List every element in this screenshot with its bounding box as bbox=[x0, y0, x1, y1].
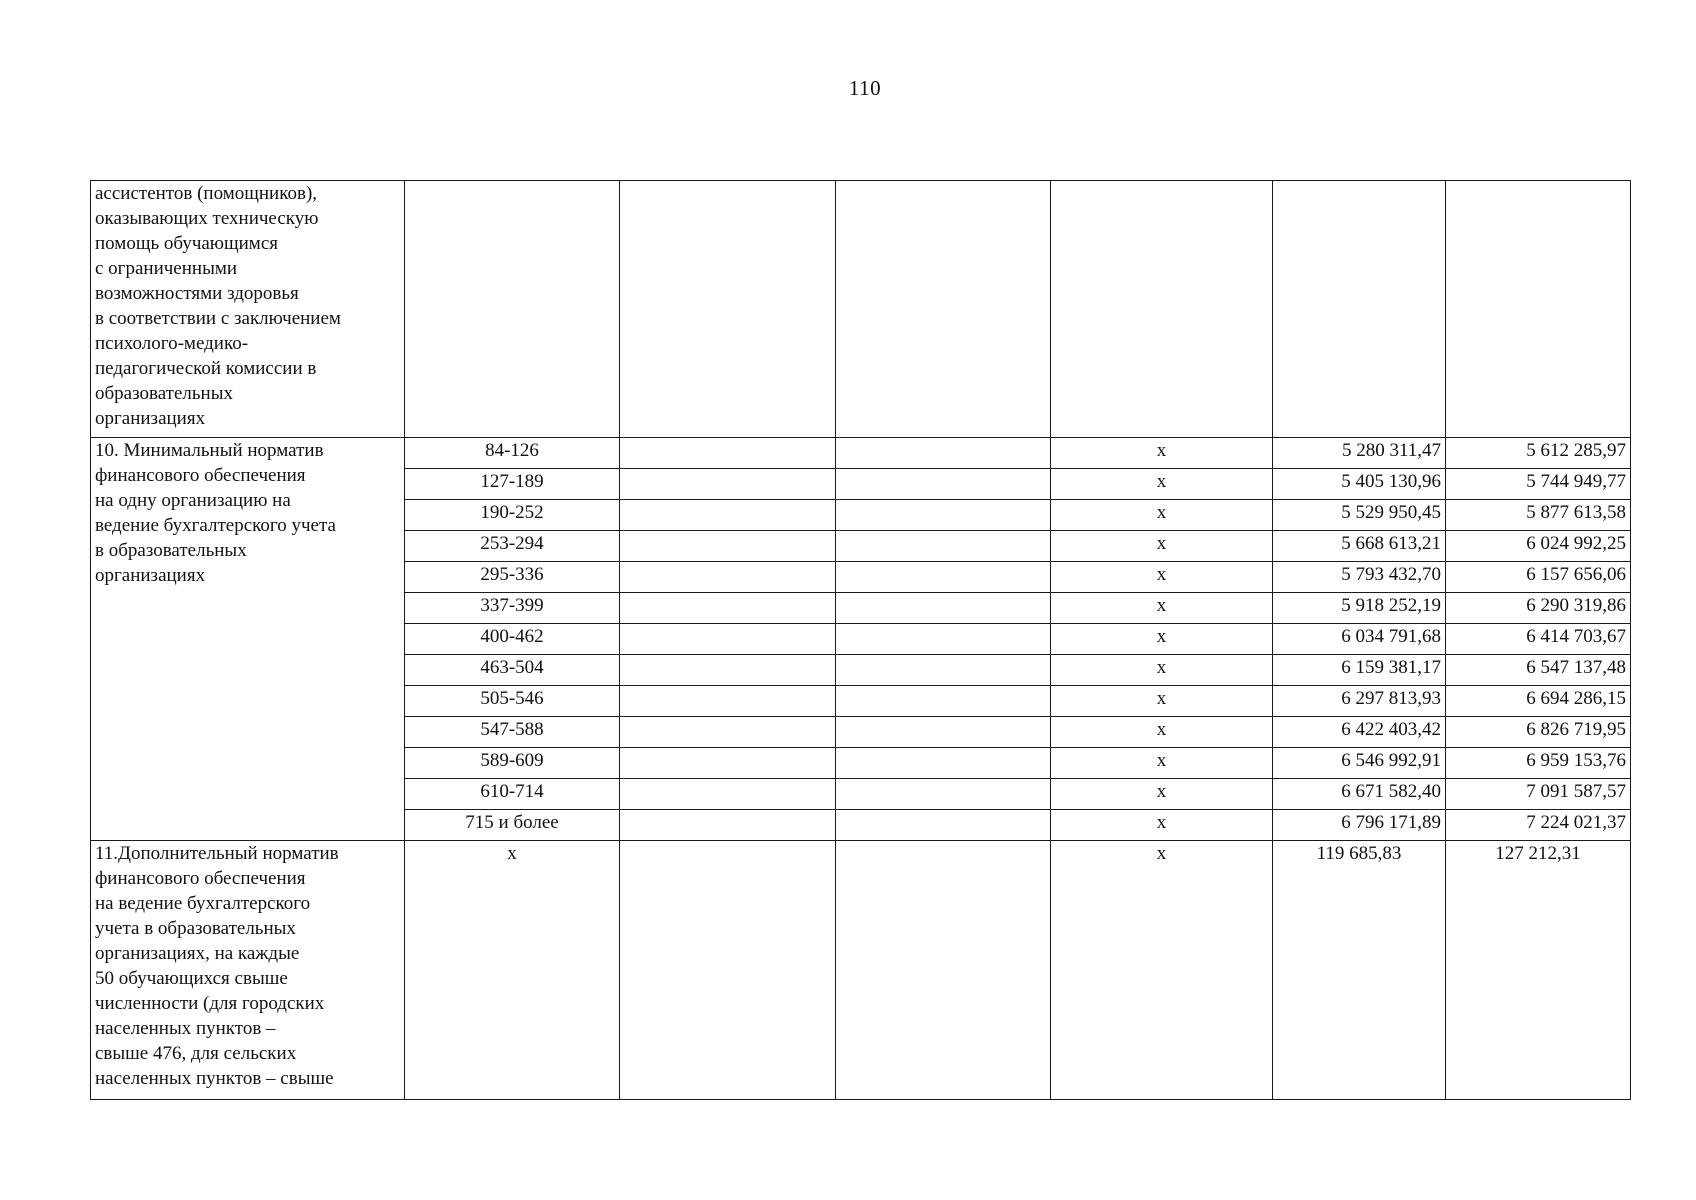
additional-standard-description-line: 11.Дополнительный норматив bbox=[95, 843, 339, 864]
table-row-minimal-standard bbox=[91, 438, 1631, 469]
value-2-cell: 6 826 719,95 bbox=[1446, 717, 1631, 748]
empty-cell bbox=[620, 531, 836, 562]
value-1-cell: 6 546 992,91 bbox=[1273, 748, 1446, 779]
range-cell: 190-252 bbox=[405, 500, 620, 531]
value-1-cell: 5 668 613,21 bbox=[1273, 531, 1446, 562]
empty-cell bbox=[836, 593, 1051, 624]
additional-standard-description-line: финансового обеспечения bbox=[95, 868, 306, 889]
range-cell: 547-588 bbox=[405, 717, 620, 748]
normative-table bbox=[90, 180, 1631, 1100]
mark-cell: x bbox=[1051, 748, 1273, 779]
empty-cell bbox=[836, 748, 1051, 779]
range-cell: 505-546 bbox=[405, 686, 620, 717]
range-cell: 610-714 bbox=[405, 779, 620, 810]
empty-cell bbox=[1051, 181, 1273, 438]
empty-cell bbox=[836, 810, 1051, 841]
empty-cell bbox=[620, 562, 836, 593]
value-1-cell: 6 671 582,40 bbox=[1273, 779, 1446, 810]
empty-cell bbox=[620, 748, 836, 779]
additional-standard-description-line: учета в образовательных bbox=[95, 918, 296, 939]
table-row-additional-standard bbox=[91, 841, 1631, 1100]
assistants-description-line: оказывающих техническую bbox=[95, 208, 319, 229]
table-row-assistants bbox=[91, 181, 1631, 438]
assistants-description-line: помощь обучающимся bbox=[95, 233, 278, 254]
mark-cell: x bbox=[1051, 562, 1273, 593]
value-1-cell: 5 918 252,19 bbox=[1273, 593, 1446, 624]
value-2-cell: 6 547 137,48 bbox=[1446, 655, 1631, 686]
value-1-cell: 119 685,83 bbox=[1273, 841, 1446, 1100]
empty-cell bbox=[836, 624, 1051, 655]
empty-cell bbox=[1446, 181, 1631, 438]
empty-cell bbox=[620, 593, 836, 624]
value-2-cell: 127 212,31 bbox=[1446, 841, 1631, 1100]
page-number: 110 bbox=[848, 76, 882, 100]
value-1-cell: 6 159 381,17 bbox=[1273, 655, 1446, 686]
empty-cell bbox=[620, 624, 836, 655]
assistants-description-line: возможностями здоровья bbox=[95, 283, 299, 304]
mark-cell: x bbox=[1051, 593, 1273, 624]
value-2-cell: 6 959 153,76 bbox=[1446, 748, 1631, 779]
mark-cell: x bbox=[1051, 841, 1273, 1100]
range-cell: 84-126 bbox=[405, 438, 620, 469]
additional-standard-description-line: 50 обучающихся свыше bbox=[95, 968, 288, 989]
value-2-cell: 6 157 656,06 bbox=[1446, 562, 1631, 593]
range-cell: 127-189 bbox=[405, 469, 620, 500]
value-1-cell: 6 034 791,68 bbox=[1273, 624, 1446, 655]
minimal-standard-description-line: организациях bbox=[95, 565, 206, 586]
assistants-description-cell bbox=[91, 181, 405, 438]
assistants-description-line: образовательных bbox=[95, 383, 233, 404]
empty-cell bbox=[405, 181, 620, 438]
empty-cell bbox=[836, 655, 1051, 686]
range-cell: 463-504 bbox=[405, 655, 620, 686]
empty-cell bbox=[836, 779, 1051, 810]
additional-standard-description-line: населенных пунктов – свыше bbox=[95, 1068, 334, 1089]
range-cell: 400-462 bbox=[405, 624, 620, 655]
value-2-cell: 7 091 587,57 bbox=[1446, 779, 1631, 810]
empty-cell bbox=[836, 469, 1051, 500]
empty-cell bbox=[836, 500, 1051, 531]
empty-cell bbox=[836, 531, 1051, 562]
range-cell: 253-294 bbox=[405, 531, 620, 562]
value-2-cell: 5 877 613,58 bbox=[1446, 500, 1631, 531]
mark-cell: x bbox=[1051, 655, 1273, 686]
empty-cell bbox=[620, 841, 836, 1100]
mark-cell: x bbox=[1051, 779, 1273, 810]
mark-cell: x bbox=[1051, 438, 1273, 469]
empty-cell bbox=[620, 779, 836, 810]
range-cell: 337-399 bbox=[405, 593, 620, 624]
additional-standard-description-line: организациях, на каждые bbox=[95, 943, 300, 964]
value-1-cell: 5 405 130,96 bbox=[1273, 469, 1446, 500]
range-cell: 589-609 bbox=[405, 748, 620, 779]
additional-standard-description-line: свыше 476, для сельских bbox=[95, 1043, 297, 1064]
empty-cell bbox=[620, 810, 836, 841]
value-2-cell: 6 024 992,25 bbox=[1446, 531, 1631, 562]
empty-cell bbox=[836, 438, 1051, 469]
value-1-cell: 6 297 813,93 bbox=[1273, 686, 1446, 717]
minimal-standard-description-line: в образовательных bbox=[95, 540, 247, 561]
assistants-description-line: ассистентов (помощников), bbox=[95, 183, 318, 204]
value-2-cell: 6 290 319,86 bbox=[1446, 593, 1631, 624]
minimal-standard-description-line: на одну организацию на bbox=[95, 490, 291, 511]
minimal-standard-description-cell bbox=[91, 438, 405, 841]
value-1-cell: 6 422 403,42 bbox=[1273, 717, 1446, 748]
value-1-cell: 5 280 311,47 bbox=[1273, 438, 1446, 469]
range-cell: x bbox=[405, 841, 620, 1100]
empty-cell bbox=[836, 181, 1051, 438]
value-1-cell: 5 793 432,70 bbox=[1273, 562, 1446, 593]
minimal-standard-description-line: 10. Минимальный норматив bbox=[95, 440, 324, 461]
minimal-standard-description-line: ведение бухгалтерского учета bbox=[95, 515, 336, 536]
empty-cell bbox=[1273, 181, 1446, 438]
mark-cell: x bbox=[1051, 624, 1273, 655]
additional-standard-description-line: населенных пунктов – bbox=[95, 1018, 276, 1039]
mark-cell: x bbox=[1051, 500, 1273, 531]
value-2-cell: 7 224 021,37 bbox=[1446, 810, 1631, 841]
additional-standard-description-line: на ведение бухгалтерского bbox=[95, 893, 311, 914]
assistants-description-line: с ограниченными bbox=[95, 258, 238, 279]
range-cell: 715 и более bbox=[405, 810, 620, 841]
mark-cell: x bbox=[1051, 686, 1273, 717]
empty-cell bbox=[836, 686, 1051, 717]
empty-cell bbox=[836, 562, 1051, 593]
empty-cell bbox=[620, 717, 836, 748]
assistants-description-line: в соответствии с заключением bbox=[95, 308, 341, 329]
empty-cell bbox=[620, 500, 836, 531]
value-2-cell: 6 414 703,67 bbox=[1446, 624, 1631, 655]
empty-cell bbox=[620, 438, 836, 469]
empty-cell bbox=[620, 686, 836, 717]
empty-cell bbox=[836, 717, 1051, 748]
value-2-cell: 5 612 285,97 bbox=[1446, 438, 1631, 469]
range-cell: 295-336 bbox=[405, 562, 620, 593]
value-1-cell: 5 529 950,45 bbox=[1273, 500, 1446, 531]
minimal-standard-description-line: финансового обеспечения bbox=[95, 465, 306, 486]
assistants-description-line: психолого-медико- bbox=[95, 333, 249, 354]
value-1-cell: 6 796 171,89 bbox=[1273, 810, 1446, 841]
mark-cell: x bbox=[1051, 469, 1273, 500]
mark-cell: x bbox=[1051, 531, 1273, 562]
empty-cell bbox=[836, 841, 1051, 1100]
empty-cell bbox=[620, 655, 836, 686]
value-2-cell: 6 694 286,15 bbox=[1446, 686, 1631, 717]
empty-cell bbox=[620, 469, 836, 500]
mark-cell: x bbox=[1051, 717, 1273, 748]
assistants-description-line: педагогической комиссии в bbox=[95, 358, 317, 379]
mark-cell: x bbox=[1051, 810, 1273, 841]
additional-standard-description-cell bbox=[91, 841, 405, 1100]
additional-standard-description-line: численности (для городских bbox=[95, 993, 325, 1014]
empty-cell bbox=[620, 181, 836, 438]
value-2-cell: 5 744 949,77 bbox=[1446, 469, 1631, 500]
assistants-description-line: организациях bbox=[95, 408, 206, 429]
